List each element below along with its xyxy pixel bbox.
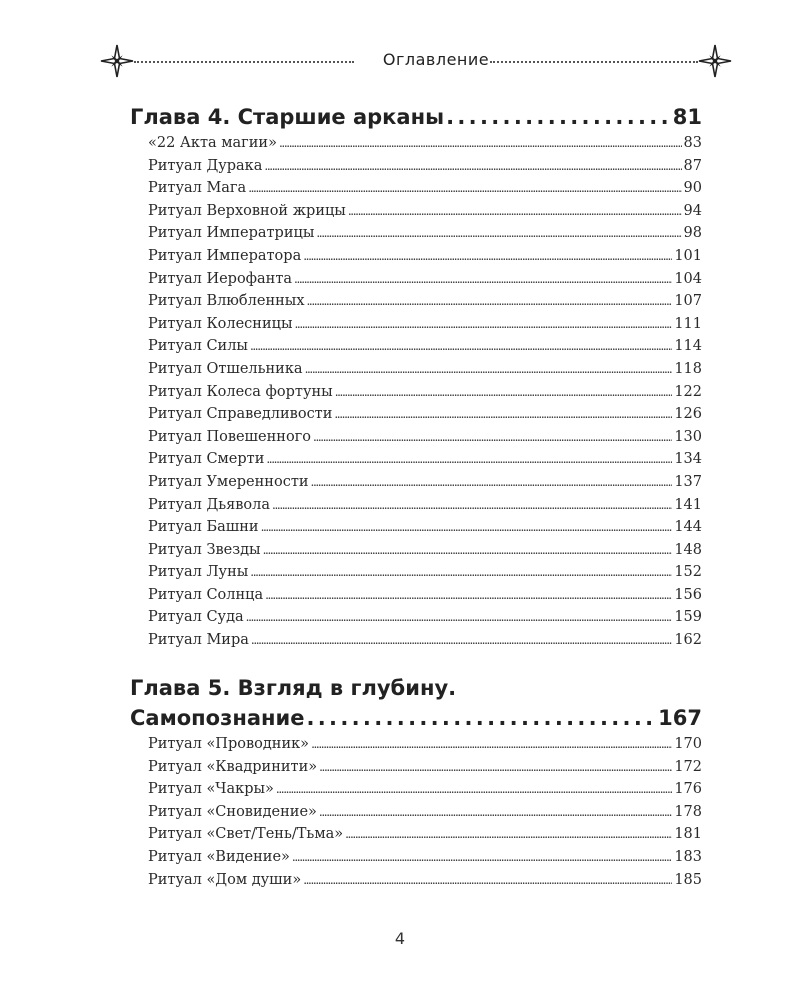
toc-entry-page: 111 (674, 315, 702, 332)
toc-entry-page: 83 (683, 135, 702, 151)
toc-entry-label: Ритуал «Чакры» (148, 781, 274, 798)
dot-leader (446, 102, 671, 132)
dot-leader (264, 155, 681, 178)
dot-leader (263, 539, 673, 562)
toc-entry-label: Ритуал «Дом души» (148, 871, 302, 888)
dot-leader (319, 756, 672, 779)
chapter-4-section (130, 102, 702, 652)
toc-entry[interactable] (148, 561, 702, 584)
toc-entry-label: Ритуал «Проводник» (148, 736, 310, 752)
chapter-heading[interactable] (130, 703, 702, 733)
dot-leader (251, 629, 672, 652)
toc-entry-page: 122 (674, 383, 702, 400)
toc-entry[interactable] (148, 268, 702, 291)
toc-entry[interactable] (148, 290, 702, 313)
toc-entry-label: Ритуал Мира (148, 632, 249, 649)
toc-entry-label: Ритуал Дьявола (148, 496, 271, 513)
toc-entry-page: 107 (674, 293, 702, 310)
toc-entry[interactable] (148, 177, 702, 200)
toc-entry[interactable] (148, 471, 702, 494)
toc-entry[interactable] (148, 733, 702, 756)
dot-leader (319, 801, 672, 824)
toc-entry-label: Ритуал «Квадринити» (148, 758, 318, 775)
dot-leader (279, 132, 682, 155)
toc-entry-page: 130 (674, 428, 702, 445)
compass-star-icon (698, 44, 732, 78)
toc-entry-label: Ритуал Солнца (148, 586, 264, 603)
toc-entry-page: 134 (674, 451, 702, 468)
toc-entry[interactable] (148, 222, 702, 245)
toc-entry[interactable] (148, 629, 702, 652)
toc-entry-list (130, 733, 702, 891)
dot-leader (261, 516, 673, 539)
toc-entry-label: Ритуал Влюбленных (148, 293, 305, 310)
chapter-title: Глава 4. Старшие арканы (130, 105, 445, 129)
dot-leader (335, 381, 673, 404)
toc-entry-page: 176 (674, 781, 702, 798)
toc-entry-label: Ритуал Колеса фортуны (148, 383, 333, 400)
dot-leader (313, 426, 672, 449)
toc-entry[interactable] (148, 132, 702, 155)
toc-entry-label: Ритуал «Сновидение» (148, 803, 317, 820)
toc-entry[interactable] (148, 245, 702, 268)
dot-leader (250, 335, 672, 358)
toc-entry-label: Ритуал Иерофанта (148, 270, 293, 287)
dot-leader (246, 606, 673, 629)
dot-leader (303, 869, 672, 892)
toc-entry-label: Ритуал «Свет/Тень/Тьма» (148, 826, 344, 843)
toc-entry[interactable] (148, 756, 702, 779)
toc-entry-label: Ритуал Силы (148, 338, 248, 355)
chapter-title-line: Глава 5. Взгляд в глубину. (130, 676, 457, 700)
toc-entry-label: Ритуал Верховной жрицы (148, 202, 346, 219)
toc-entry[interactable] (148, 539, 702, 562)
chapter-heading[interactable] (130, 102, 702, 132)
toc-entry-page: 156 (674, 586, 702, 603)
dot-leader (334, 403, 672, 426)
toc-entry[interactable] (148, 313, 702, 336)
toc-entry-page: 181 (674, 826, 702, 843)
toc-entry-label: Ритуал Умеренности (148, 473, 309, 490)
dot-leader (305, 358, 673, 381)
dot-leader (345, 823, 672, 846)
dot-leader (303, 245, 672, 268)
toc-entry[interactable] (148, 516, 702, 539)
toc-entry-page: 144 (674, 519, 702, 536)
toc-entry-page: 162 (674, 632, 702, 649)
toc-entry-page: 170 (674, 736, 702, 752)
dot-leader (276, 778, 672, 801)
toc-entry-page: 141 (674, 496, 702, 513)
toc-entry-page: 118 (674, 360, 702, 377)
toc-entry-page: 87 (683, 157, 702, 174)
dot-leader (311, 471, 673, 494)
toc-entry-label: Ритуал Звезды (148, 541, 261, 558)
toc-entry[interactable] (148, 200, 702, 223)
dot-leader (316, 222, 681, 245)
toc-entry[interactable] (148, 381, 702, 404)
page-title: Оглавление (382, 50, 490, 69)
dot-leader (294, 268, 672, 291)
toc-entry-label: Ритуал Справедливости (148, 406, 333, 423)
toc-entry[interactable] (148, 335, 702, 358)
toc-entry-page: 126 (674, 406, 702, 423)
dot-leader (272, 494, 672, 517)
toc-entry-label: Ритуал Колесницы (148, 315, 293, 332)
toc-entry-page: 137 (674, 473, 702, 490)
toc-entry[interactable] (148, 801, 702, 824)
toc-entry-list (130, 132, 702, 652)
toc-entry-label: Ритуал Императора (148, 247, 302, 264)
toc-entry[interactable] (148, 606, 702, 629)
toc-entry-label: Ритуал Отшельника (148, 360, 303, 377)
toc-entry-label: Ритуал Луны (148, 564, 249, 581)
chapter-5-section (130, 673, 702, 891)
toc-entry[interactable] (148, 869, 702, 892)
toc-entry[interactable] (148, 584, 702, 607)
toc-entry-label: Ритуал Мага (148, 180, 247, 197)
compass-star-icon (100, 44, 134, 78)
toc-entry-page: 94 (683, 202, 702, 219)
toc-entry-page: 183 (674, 848, 702, 865)
toc-entry-page: 148 (674, 541, 702, 558)
toc-entry-page: 114 (674, 338, 702, 355)
header-rule-left (134, 61, 354, 63)
toc-entry-label: Ритуал Суда (148, 609, 244, 626)
dot-leader (311, 733, 672, 756)
toc-entry-label: «22 Акта магии» (148, 135, 277, 151)
page-number: 4 (394, 929, 406, 948)
toc-entry[interactable] (148, 778, 702, 801)
toc-entry[interactable] (148, 403, 702, 426)
toc-entry-page: 172 (674, 758, 702, 775)
toc-entry-label: Ритуал Императрицы (148, 225, 315, 242)
toc-entry-page: 104 (674, 270, 702, 287)
dot-leader (306, 703, 656, 733)
toc-entry[interactable] (148, 426, 702, 449)
toc-entry-page: 159 (674, 609, 702, 626)
toc-entry-page: 98 (683, 225, 702, 242)
toc-entry[interactable] (148, 846, 702, 869)
dot-leader (248, 177, 681, 200)
chapter-page-number: 81 (672, 105, 702, 129)
toc-entry-page: 185 (674, 871, 702, 888)
dot-leader (266, 448, 672, 471)
toc-entry-label: Ритуал «Видение» (148, 848, 290, 865)
dot-leader (348, 200, 682, 223)
toc-entry-label: Ритуал Смерти (148, 451, 265, 468)
chapter-title: Самопознание (130, 706, 305, 730)
toc-entry[interactable] (148, 358, 702, 381)
chapter-page-number: 167 (658, 706, 702, 730)
page-header (96, 44, 736, 78)
toc-entry[interactable] (148, 823, 702, 846)
dot-leader (295, 313, 673, 336)
toc-entry-page: 178 (674, 803, 702, 820)
toc-entry[interactable] (148, 155, 702, 178)
toc-entry-label: Ритуал Дурака (148, 157, 263, 174)
toc-entry-label: Ритуал Башни (148, 519, 259, 536)
dot-leader (307, 290, 673, 313)
dot-leader (292, 846, 672, 869)
header-rule-right (490, 61, 698, 63)
toc-entry[interactable] (148, 448, 702, 471)
toc-entry-page: 152 (674, 564, 702, 581)
dot-leader (265, 584, 672, 607)
toc-entry-label: Ритуал Повешенного (148, 428, 312, 445)
dot-leader (250, 561, 672, 584)
toc-entry-page: 90 (683, 180, 702, 197)
toc-entry-page: 101 (674, 247, 702, 264)
toc-entry[interactable] (148, 494, 702, 517)
